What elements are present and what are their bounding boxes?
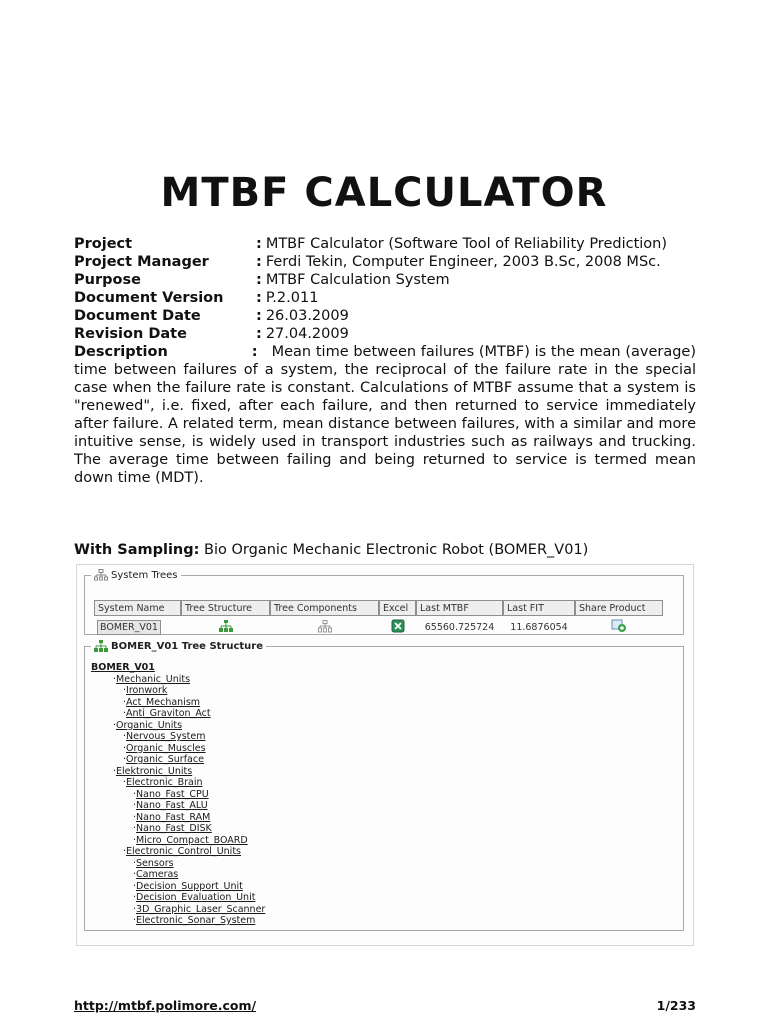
tree-bullet-icon: · [133, 788, 137, 800]
meta-label: Revision Date [74, 326, 187, 342]
sampling-line [74, 542, 588, 558]
document-title: MTBF CALCULATOR [160, 170, 608, 216]
tree-bullet-icon: · [123, 685, 127, 696]
meta-value: P.2.011 [265, 290, 319, 306]
tree-node-label[interactable]: Elektronic_Units [116, 765, 193, 777]
tree-node [91, 858, 265, 870]
system-trees-legend-text: System Trees [111, 569, 178, 581]
tree-node-label[interactable]: Organic_Surface [126, 754, 204, 765]
tree-node [91, 846, 265, 858]
tree-bullet-icon: · [113, 719, 117, 731]
system-trees-group [84, 569, 684, 635]
system-tree [91, 662, 265, 927]
tree-node [91, 766, 265, 778]
tree-structure-legend [91, 640, 266, 652]
meta-label: Purpose [74, 272, 141, 288]
tree-node [91, 697, 265, 709]
meta-separator: : [256, 236, 262, 252]
meta-label: Project Manager [74, 254, 209, 270]
tree-node [91, 892, 265, 904]
meta-row-project [74, 235, 696, 253]
tree-node [91, 812, 265, 824]
hierarchy-icon[interactable] [219, 620, 233, 633]
components-icon[interactable] [318, 620, 332, 633]
tree-bullet-icon: · [123, 742, 127, 754]
tree-bullet-icon: · [123, 754, 127, 765]
hierarchy-icon [94, 640, 108, 652]
tree-node [91, 789, 265, 801]
tree-bullet-icon: · [133, 857, 137, 869]
column-header[interactable]: Last MTBF [416, 600, 503, 616]
tree-node [91, 881, 265, 893]
meta-value: 26.03.2009 [265, 308, 349, 324]
column-header[interactable]: Tree Structure [181, 600, 270, 616]
meta-row-document-version [74, 289, 696, 307]
column-header[interactable]: Last FIT [503, 600, 575, 616]
tree-node-label[interactable]: Nervous_System [126, 731, 206, 742]
tree-bullet-icon: · [123, 846, 127, 857]
meta-value: MTBF Calculation System [265, 272, 450, 288]
tree-bullet-icon: · [133, 892, 137, 903]
meta-separator: : [256, 272, 262, 288]
tree-bullet-icon: · [123, 696, 127, 708]
tree-node-label[interactable]: Organic_Units [116, 719, 183, 731]
description-text: Mean time between failures (MTBF) is the mean (average) time between failures of a system, the reciprocal of the failure rate in the special case when the failure rate is constant. Calculations of MTBF assume that a system is "renewed", i.e. fixed, after each failure, and then returned to service immediately after failure. A related term, mean distance between failures, with a similar and more intuitive sense, is widely used in transport industries such as railways and trucking. The average time between failing and being returned to service is termed mean down time (MDT). [74, 344, 696, 486]
share-icon[interactable] [611, 619, 627, 633]
meta-separator: : [256, 290, 262, 306]
meta-label: Document Date [74, 308, 201, 324]
page-number: 1/233 [656, 998, 696, 1013]
sampling-label: With Sampling: [74, 542, 200, 558]
tree-bullet-icon: · [133, 811, 137, 823]
meta-separator: : [256, 254, 262, 270]
tree-node [91, 869, 265, 881]
meta-label: Project [74, 236, 133, 252]
tree-node [91, 674, 265, 686]
tree-node-label[interactable]: Sensors [136, 857, 174, 869]
tree-node [91, 800, 265, 812]
meta-value: Ferdi Tekin, Computer Engineer, 2003 B.Sc, 2008 MSc. [265, 254, 661, 270]
system-name-field[interactable]: BOMER_V01 [97, 620, 161, 635]
tree-node [91, 777, 265, 789]
table-row [94, 616, 663, 639]
tree-node [91, 754, 265, 766]
tree-bullet-icon: · [133, 880, 137, 892]
tree-node [91, 835, 265, 847]
tree-bullet-icon: · [123, 777, 127, 788]
tree-node-label[interactable]: Organic_Muscles [126, 742, 206, 754]
tree-node [91, 915, 265, 927]
description-paragraph [74, 343, 696, 487]
tree-bullet-icon: · [133, 800, 137, 811]
tree-bullet-icon: · [133, 869, 137, 880]
tree-bullet-icon: · [133, 834, 137, 846]
tree-node-label[interactable]: Anti_Graviton_Act [126, 708, 211, 719]
mtbf-app-panel [76, 564, 694, 946]
tree-node-label[interactable]: Electronic_Control_Units [126, 846, 241, 857]
tree-bullet-icon: · [113, 765, 117, 777]
tree-bullet-icon: · [123, 731, 127, 742]
meta-separator: : [256, 326, 262, 342]
tree-node-label[interactable]: Nano_Fast_CPU [136, 788, 209, 800]
meta-separator: : [256, 308, 262, 324]
tree-icon [94, 569, 108, 581]
tree-node-label[interactable]: Ironwork [126, 685, 168, 696]
tree-structure-legend-text: BOMER_V01 Tree Structure [111, 640, 264, 652]
tree-bullet-icon: · [133, 823, 137, 834]
tree-bullet-icon: · [133, 915, 137, 926]
tree-node [91, 823, 265, 835]
tree-node-label[interactable]: Micro_Compact_BOARD [136, 834, 248, 846]
last-mtbf-value: 65560.725724 [424, 622, 495, 633]
system-trees-table [94, 600, 663, 639]
sampling-value: Bio Organic Mechanic Electronic Robot (BOMER_V01) [204, 542, 589, 558]
tree-node [91, 731, 265, 743]
system-trees-legend [91, 569, 181, 581]
column-header[interactable]: System Name [94, 600, 181, 616]
tree-node [91, 708, 265, 720]
tree-node [91, 685, 265, 697]
meta-label: Document Version [74, 290, 224, 306]
description-label: Description [74, 344, 168, 360]
tree-node-label[interactable]: Mechanic_Units [116, 673, 191, 685]
tree-bullet-icon: · [133, 903, 137, 915]
meta-separator: : [251, 344, 258, 360]
tree-node-label[interactable]: Act_Mechanism [126, 696, 201, 708]
table-header-row [94, 600, 663, 616]
tree-node-label[interactable]: 3D_Graphic_Laser_Scanner [136, 903, 266, 915]
tree-root-node[interactable]: BOMER_V01 [91, 662, 155, 673]
meta-value: MTBF Calculator (Software Tool of Reliability Prediction) [265, 236, 668, 252]
tree-structure-group [84, 640, 684, 931]
last-fit-value: 11.6876054 [510, 622, 568, 633]
meta-value: 27.04.2009 [265, 326, 349, 342]
tree-node-label[interactable]: Electronic_Brain [126, 777, 203, 788]
meta-row-document-date [74, 307, 696, 325]
tree-node-label[interactable]: Nano_Fast_RAM [136, 811, 211, 823]
tree-node [91, 743, 265, 755]
tree-node-label[interactable]: Cameras [136, 869, 179, 880]
footer-url-link[interactable]: http://mtbf.polimore.com/ [74, 998, 257, 1013]
excel-icon[interactable] [391, 619, 405, 633]
meta-row-project-manager [74, 253, 696, 271]
column-header[interactable]: Excel [379, 600, 416, 616]
column-header[interactable]: Share Product [575, 600, 663, 616]
tree-node [91, 720, 265, 732]
document-metadata [74, 235, 696, 487]
tree-node-label[interactable]: Decision_Support_Unit [136, 880, 243, 892]
tree-node-label[interactable]: Decision_Evaluation_Unit [136, 892, 256, 903]
meta-row-revision-date [74, 325, 696, 343]
tree-bullet-icon: · [113, 673, 117, 685]
tree-node-label[interactable]: Electronic_Sonar_System [136, 915, 256, 926]
tree-bullet-icon: · [123, 708, 127, 719]
tree-node-label[interactable]: Nano_Fast_ALU [136, 800, 208, 811]
tree-node-label[interactable]: Nano_Fast_DISK [136, 823, 212, 834]
tree-node [91, 904, 265, 916]
column-header[interactable]: Tree Components [270, 600, 379, 616]
meta-row-purpose [74, 271, 696, 289]
